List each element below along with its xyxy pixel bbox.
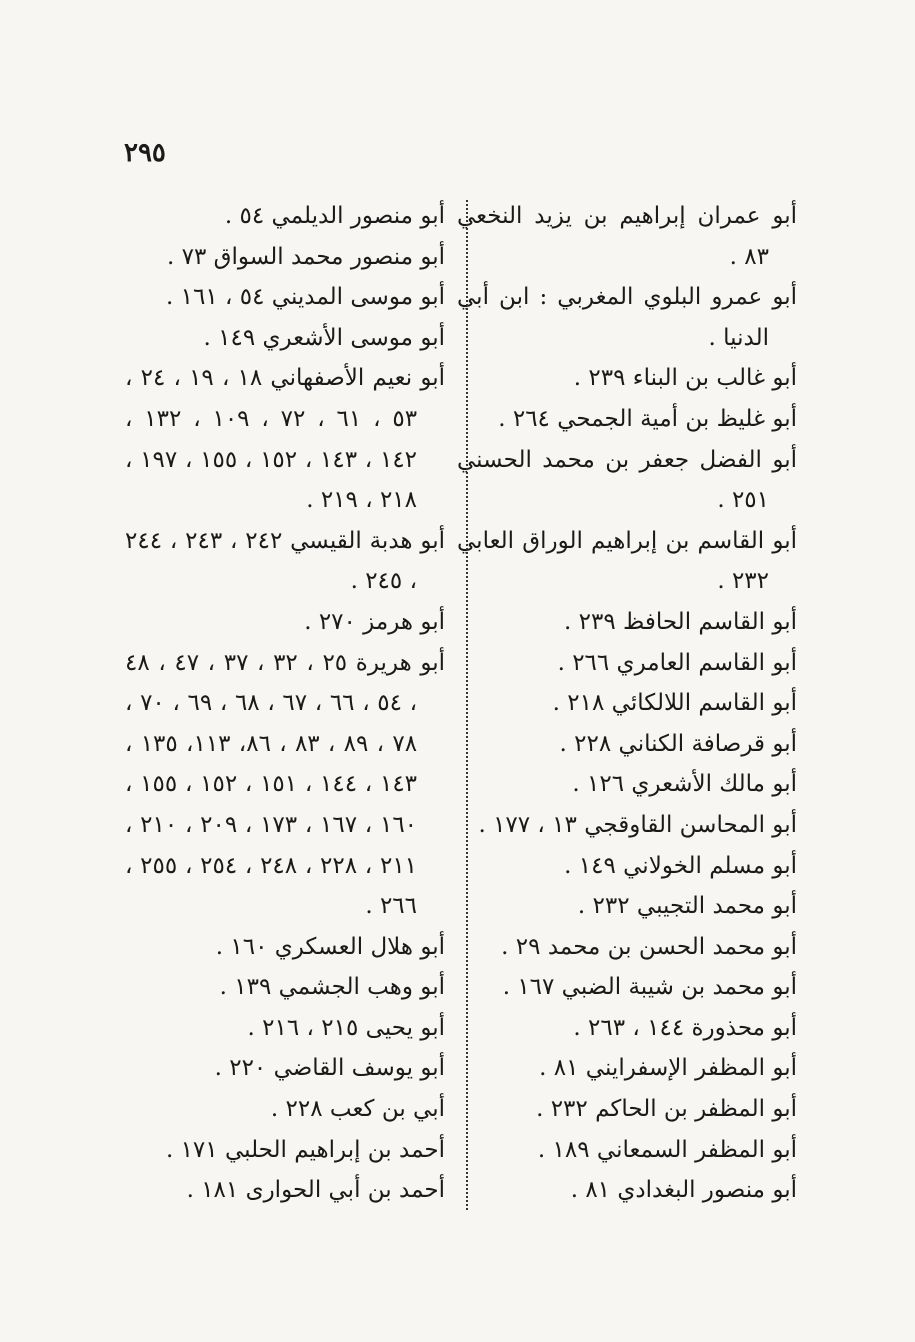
- index-entry: أبو محذورة ١٤٤ ، ٢٦٣ .: [573, 1014, 797, 1041]
- index-entry: أبو المحاسن القاوقجي ١٣ ، ١٧٧ .: [478, 811, 797, 838]
- index-entry: أبو هدبة القيسي ٢٤٢ ، ٢٤٣ ، ٢٤٤ ، ٢٤٥ .: [125, 527, 446, 595]
- index-entry: أبو المظفر بن الحاكم ٢٣٢ .: [536, 1096, 797, 1123]
- index-entry: أبو منصور الديلمي ٥٤ .: [224, 203, 445, 229]
- index-entry: أبو القاسم الحافظ ٢٣٩ .: [564, 608, 797, 635]
- index-entry: أبو عمران إبراهيم بن يزيد النخعي ٨٣ .: [457, 203, 797, 270]
- index-entry: أحمد بن أبي الحوارى ١٨١ .: [186, 1177, 445, 1204]
- page-number: ٢٩٥: [124, 138, 166, 168]
- index-entry: أبي بن كعب ٢٢٨ .: [270, 1096, 445, 1123]
- index-entry: أبو مسلم الخولاني ١٤٩ .: [564, 852, 797, 879]
- index-entry: أبو المظفر الإسفرايني ٨١ .: [539, 1055, 797, 1082]
- index-entry: أبو مالك الأشعري ١٢٦ .: [572, 771, 797, 798]
- index-column-left: [125, 196, 445, 1211]
- index-entry: أبو موسى الأشعري ١٤٩ .: [203, 324, 445, 351]
- index-entry: أبو عمرو البلوي المغربي : ابن أبي الدنيا .: [457, 284, 797, 351]
- index-entry: أبو المظفر السمعاني ١٨٩ .: [537, 1136, 797, 1163]
- index-entry: أبو غليظ بن أمية الجمحي ٢٦٤ .: [498, 405, 797, 432]
- index-entry: أبو قرصافة الكناني ٢٢٨ .: [559, 730, 797, 757]
- index-entry: أبو منصور البغدادي ٨١ .: [570, 1177, 797, 1204]
- index-entry: أحمد بن إبراهيم الحلبي ١٧١ .: [165, 1136, 445, 1163]
- index-entry: أبو نعيم الأصفهاني ١٨ ، ١٩ ، ٢٤ ، ٥٣ ، ٦١ ، ٧٢ ، ١٠٩ ، ١٣٢ ، ١٤٢ ، ١٤٣ ، ١٥٢ ، ١٥٥ ، ١٩٧ ، ٢١٨ ، ٢١٩ .: [125, 365, 446, 514]
- index-entry: أبو محمد التجيبي ٢٣٢ .: [577, 893, 797, 920]
- index-entry: أبو هريرة ٢٥ ، ٣٢ ، ٣٧ ، ٤٧ ، ٤٨ ، ٥٤ ، ٦٦ ، ٦٧ ، ٦٨ ، ٦٩ ، ٧٠ ، ٧٨ ، ٨٩ ، ٨٣ ، ٨٦، ١١٣، ١٣٥ ، ١٤٣ ، ١٤٤ ، ١٥١ ، ١٥٢ ، ١٥٥ ، ١٦٠ ، ١٦٧ ، ١٧٣ ، ٢٠٩ ، ٢١٠ ، ٢١١ ، ٢٢٨ ، ٢٤٨ ، ٢٥٤ ، ٢٥٥ ، ٢٦٦ .: [125, 649, 446, 920]
- index-entry: أبو القاسم العامري ٢٦٦ .: [557, 649, 797, 676]
- index-entry: أبو الفضل جعفر بن محمد الحسني ٢٥١ .: [457, 446, 797, 514]
- index-entry: أبو منصور محمد السواق ٧٣ .: [166, 243, 445, 270]
- index-entry: أبو يحيى ٢١٥ ، ٢١٦ .: [247, 1014, 445, 1041]
- index-entry: أبو هلال العسكري ١٦٠ .: [215, 933, 445, 960]
- index-entry: أبو محمد الحسن بن محمد ٢٩ .: [501, 933, 797, 960]
- column-divider: [466, 200, 468, 1210]
- index-column-right: [457, 196, 797, 1211]
- index-entry: أبو موسى المديني ٥٤ ، ١٦١ .: [166, 284, 445, 311]
- index-entry: أبو وهب الجشمي ١٣٩ .: [219, 974, 445, 1001]
- index-entry: أبو محمد بن شيبة الضبي ١٦٧ .: [502, 974, 797, 1001]
- index-entry: أبو غالب بن البناء ٢٣٩ .: [573, 365, 797, 392]
- index-entry: أبو القاسم اللالكائي ٢١٨ .: [552, 690, 797, 717]
- index-entry: أبو هرمز ٢٧٠ .: [304, 608, 445, 635]
- index-entry: أبو يوسف القاضي ٢٢٠ .: [214, 1055, 445, 1082]
- index-entry: أبو القاسم بن إبراهيم الوراق العابي ٢٣٢ .: [457, 527, 797, 595]
